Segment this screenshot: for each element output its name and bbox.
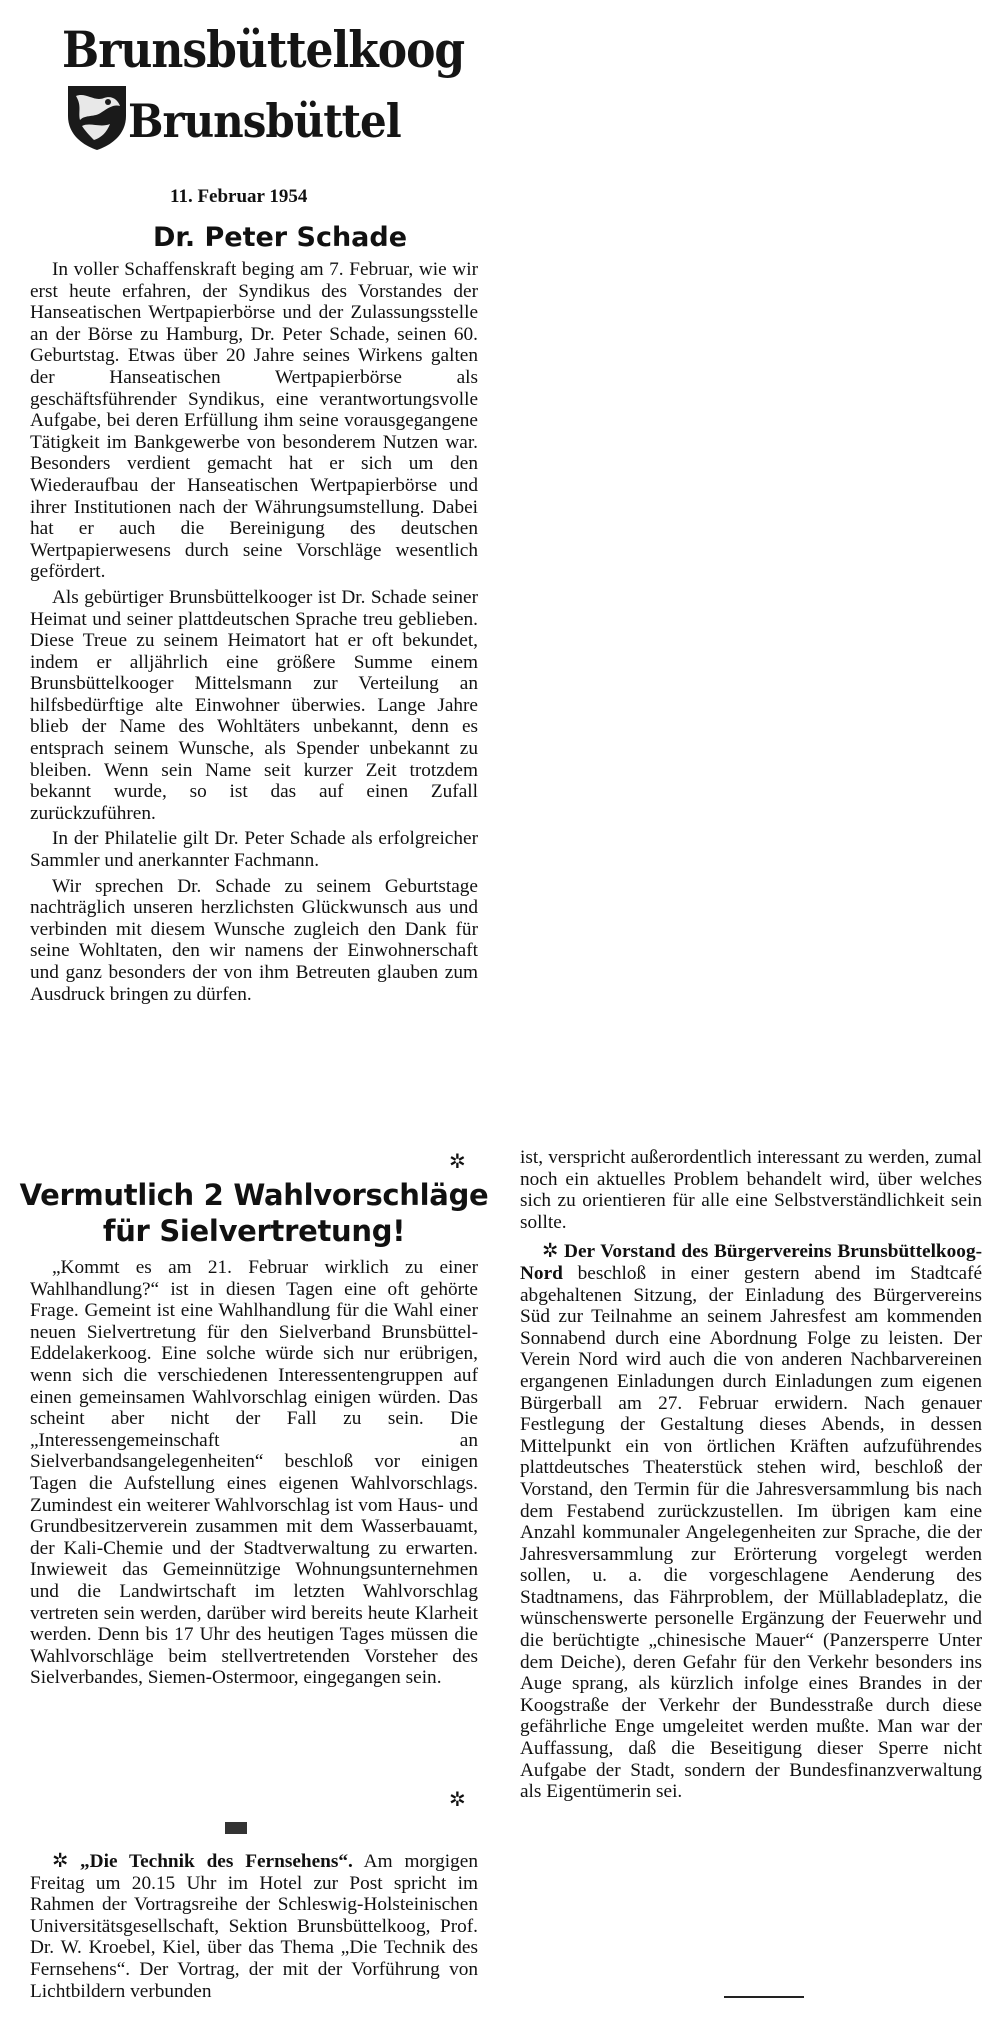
article-title: Der Vorstand des Bürgervereins Brunsbüttelkoog-Nord xyxy=(520,1241,982,1284)
masthead xyxy=(62,22,465,152)
paragraph xyxy=(30,1851,478,2002)
headline-line: Vermutlich 2 Wahlvorschläge xyxy=(19,1178,489,1212)
right-column xyxy=(520,1147,982,1803)
masthead-title: Brunsbüttelkoog xyxy=(62,22,465,80)
issue-date: 11. Februar 1954 xyxy=(170,186,308,207)
paragraph: ist, verspricht außerordentlich interessant zu werden, zumal noch ein aktuelles Problem behandelt wird, über welches sich zu orientieren für alle eine Selbstverständlichkeit sein sollte. xyxy=(520,1147,982,1233)
paragraph: In voller Schaffenskraft beging am 7. Februar, wie wir erst heute erfahren, der Syndikus des Vorstandes der Hanseatischen Wertpapierbörse und der Zulassungsstelle an der Börse zu Hamburg, Dr. Peter Schade, seinen 60. Geburtstag. Etwas über 20 Jahre seines Wirkens galten der Hanseatischen Wertpapierbörse als geschäftsführender Syndikus, eine verantwortungsvolle Aufgabe, bei deren Erfüllung ihm seine vorausgegangene Tätigkeit im Bankgewerbe von besonderem Nutzen war. Besonders verdient gemacht hat er sich um den Wiederaufbau der Hanseatischen Wertpapierbörse und ihrer Institutionen nach der Währungsumstellung. Dabei hat er auch die Bereinigung des deutschen Wertpapierwesens durch seine Vorschläge wesentlich gefördert. xyxy=(30,259,478,583)
paragraph xyxy=(520,1241,982,1802)
star-ornament-icon: ✲ xyxy=(449,1149,466,1173)
article-fernsehen-body xyxy=(30,1851,478,2002)
paragraph: In der Philatelie gilt Dr. Peter Schade als erfolgreicher Sammler und anerkannter Fachmann. xyxy=(30,828,478,872)
star-ornament-icon: ✲ xyxy=(52,1851,69,1872)
article-headline-sielvertretung xyxy=(14,1177,494,1249)
paragraph: Wir sprechen Dr. Schade zu seinem Geburtstage nachträglich unseren herzlichsten Glückwunsch aus und verbinden mit diesem Wunsche zugleich den Dank für seine Wohltaten, den wir namens der Einwohnerschaft und ganz besonders der von ihm Betreuten glauben zum Ausdruck bringen zu dürfen. xyxy=(30,875,478,1005)
article-title: „Die Technik des Fernsehens“. xyxy=(80,1851,353,1872)
paragraph-text: Am morgigen Freitag um 20.15 Uhr im Hotel zur Post spricht im Rahmen der Vortragsreihe der Schleswig-Holsteinischen Universitätsgesellschaft, Sektion Brunsbüttelkoog, Prof. Dr. W. Kroebel, Kiel, über das Thema „Die Technik des Fernsehens“. Der Vortrag, der mit der Vorführung von Lichtbildern verbunden xyxy=(30,1851,478,2002)
coat-of-arms-icon xyxy=(64,82,130,152)
paragraph-text: beschloß in einer gestern abend im Stadtcafé abgehaltenen Sitzung, der Einladung des Bürgervereins Süd zur Teilnahme an seinem Jahresfest am kommenden Sonnabend durch eine Abordnung Folge zu leisten. Der Verein Nord wird auch die von anderen Nachbarvereinen ergangenen Einladungen durch Einladungen zum eigenen Bürgerball am 27. Februar erwidern. Nach genauer Festlegung der Gestaltung dieses Abends, in dessen Mittelpunkt ein von örtlichen Kräften aufzuführendes plattdeutsches Theaterstück stehen wird, beschloß der Vorstand, den Termin für die Jahresversammlung bis nach dem Festabend zurückzustellen. Im übrigen kam eine Anzahl kommunaler Angelegenheiten zur Sprache, die der Jahresversammlung zur Erörterung vorgelegt werden sollen, u. a. die vorgeschlagene Aenderung des Stadtnamens, das Fährproblem, der Müllabladeplatz, die wünschenswerte personelle Ergänzung der Feuerwehr und die berüchtigte „chinesische Mauer“ (Panzersperre Unter dem Deiche), deren Gefahr für den Verkehr besonders ins Auge sprang, als kürzlich infolge eines Brandes in der Koogstraße der Verkehr der Bundesstraße durch diese gefährliche Enge umgeleitet werden mußte. Man war der Auffassung, daß die Beseitigung dieser Sperre nicht Aufgabe der Stadt, sondern der Bundesfinanzverwaltung als Eigentümerin sei. xyxy=(520,1262,983,1803)
masthead-subtitle: Brunsbüttel xyxy=(128,94,401,148)
star-ornament-icon: ✲ xyxy=(542,1241,559,1263)
article-schade-body xyxy=(30,259,478,1005)
divider-ornament xyxy=(225,1822,247,1834)
paragraph: Als gebürtiger Brunsbüttelkooger ist Dr. Schade seiner Heimat und seiner plattdeutschen Sprache treu geblieben. Diese Treue zu seinem Heimatort hat er oft bekundet, indem er alljährlich eine größere Summe einem Brunsbüttelkooger Mittelsmann zur Verteilung an hilfsbedürftige alte Einwohner überwies. Lange Jahre blieb der Name des Wohltäters unbekannt, denn es entsprach seinem Wunsche, als Spender unbekannt zu bleiben. Wenn sein Name seit kurzer Zeit trotzdem bekannt wurde, so ist das auf einen Zufall zurückzuführen. xyxy=(30,586,478,824)
star-ornament-icon: ✲ xyxy=(449,1787,466,1811)
article-sielvertretung-body xyxy=(30,1257,478,1689)
end-rule xyxy=(724,1996,804,1998)
paragraph: „Kommt es am 21. Februar wirklich zu einer Wahlhandlung?“ ist in diesen Tagen eine oft gehörte Frage. Gemeint ist eine Wahlhandlung für die Wahl einer neuen Sielvertretung für den Sielverband Brunsbüttel-Eddelakerkoog. Eine solche würde sich nur erübrigen, wenn sich die verschiedenen Interessentengruppen auf einen gemeinsamen Wahlvorschlag einigen würden. Das scheint aber nicht der Fall zu sein. Die „Interessengemeinschaft an Sielverbandsangelegenheiten“ beschloß vor einigen Tagen die Aufstellung eines eigenen Wahlvorschlags. Zumindest ein weiterer Wahlvorschlag ist vom Haus- und Grundbesitzerverein zusammen mit dem Wasserbauamt, der Kali-Chemie und der Stadtverwaltung zu erwarten. Inwieweit das Gemeinnützige Wohnungsunternehmen und die Landwirtschaft im letzten Wahlvorschlag vertreten sein werden, darüber wird bereits heute Klarheit werden. Denn bis 17 Uhr des heutigen Tages müssen die Wahlvorschläge beim stellvertretenden Vorsteher des Sielverbandes, Siemen-Ostermoor, eingegangen sein. xyxy=(30,1257,478,1689)
headline-line: für Sielvertretung! xyxy=(102,1214,406,1248)
article-headline-schade: Dr. Peter Schade xyxy=(152,222,408,253)
